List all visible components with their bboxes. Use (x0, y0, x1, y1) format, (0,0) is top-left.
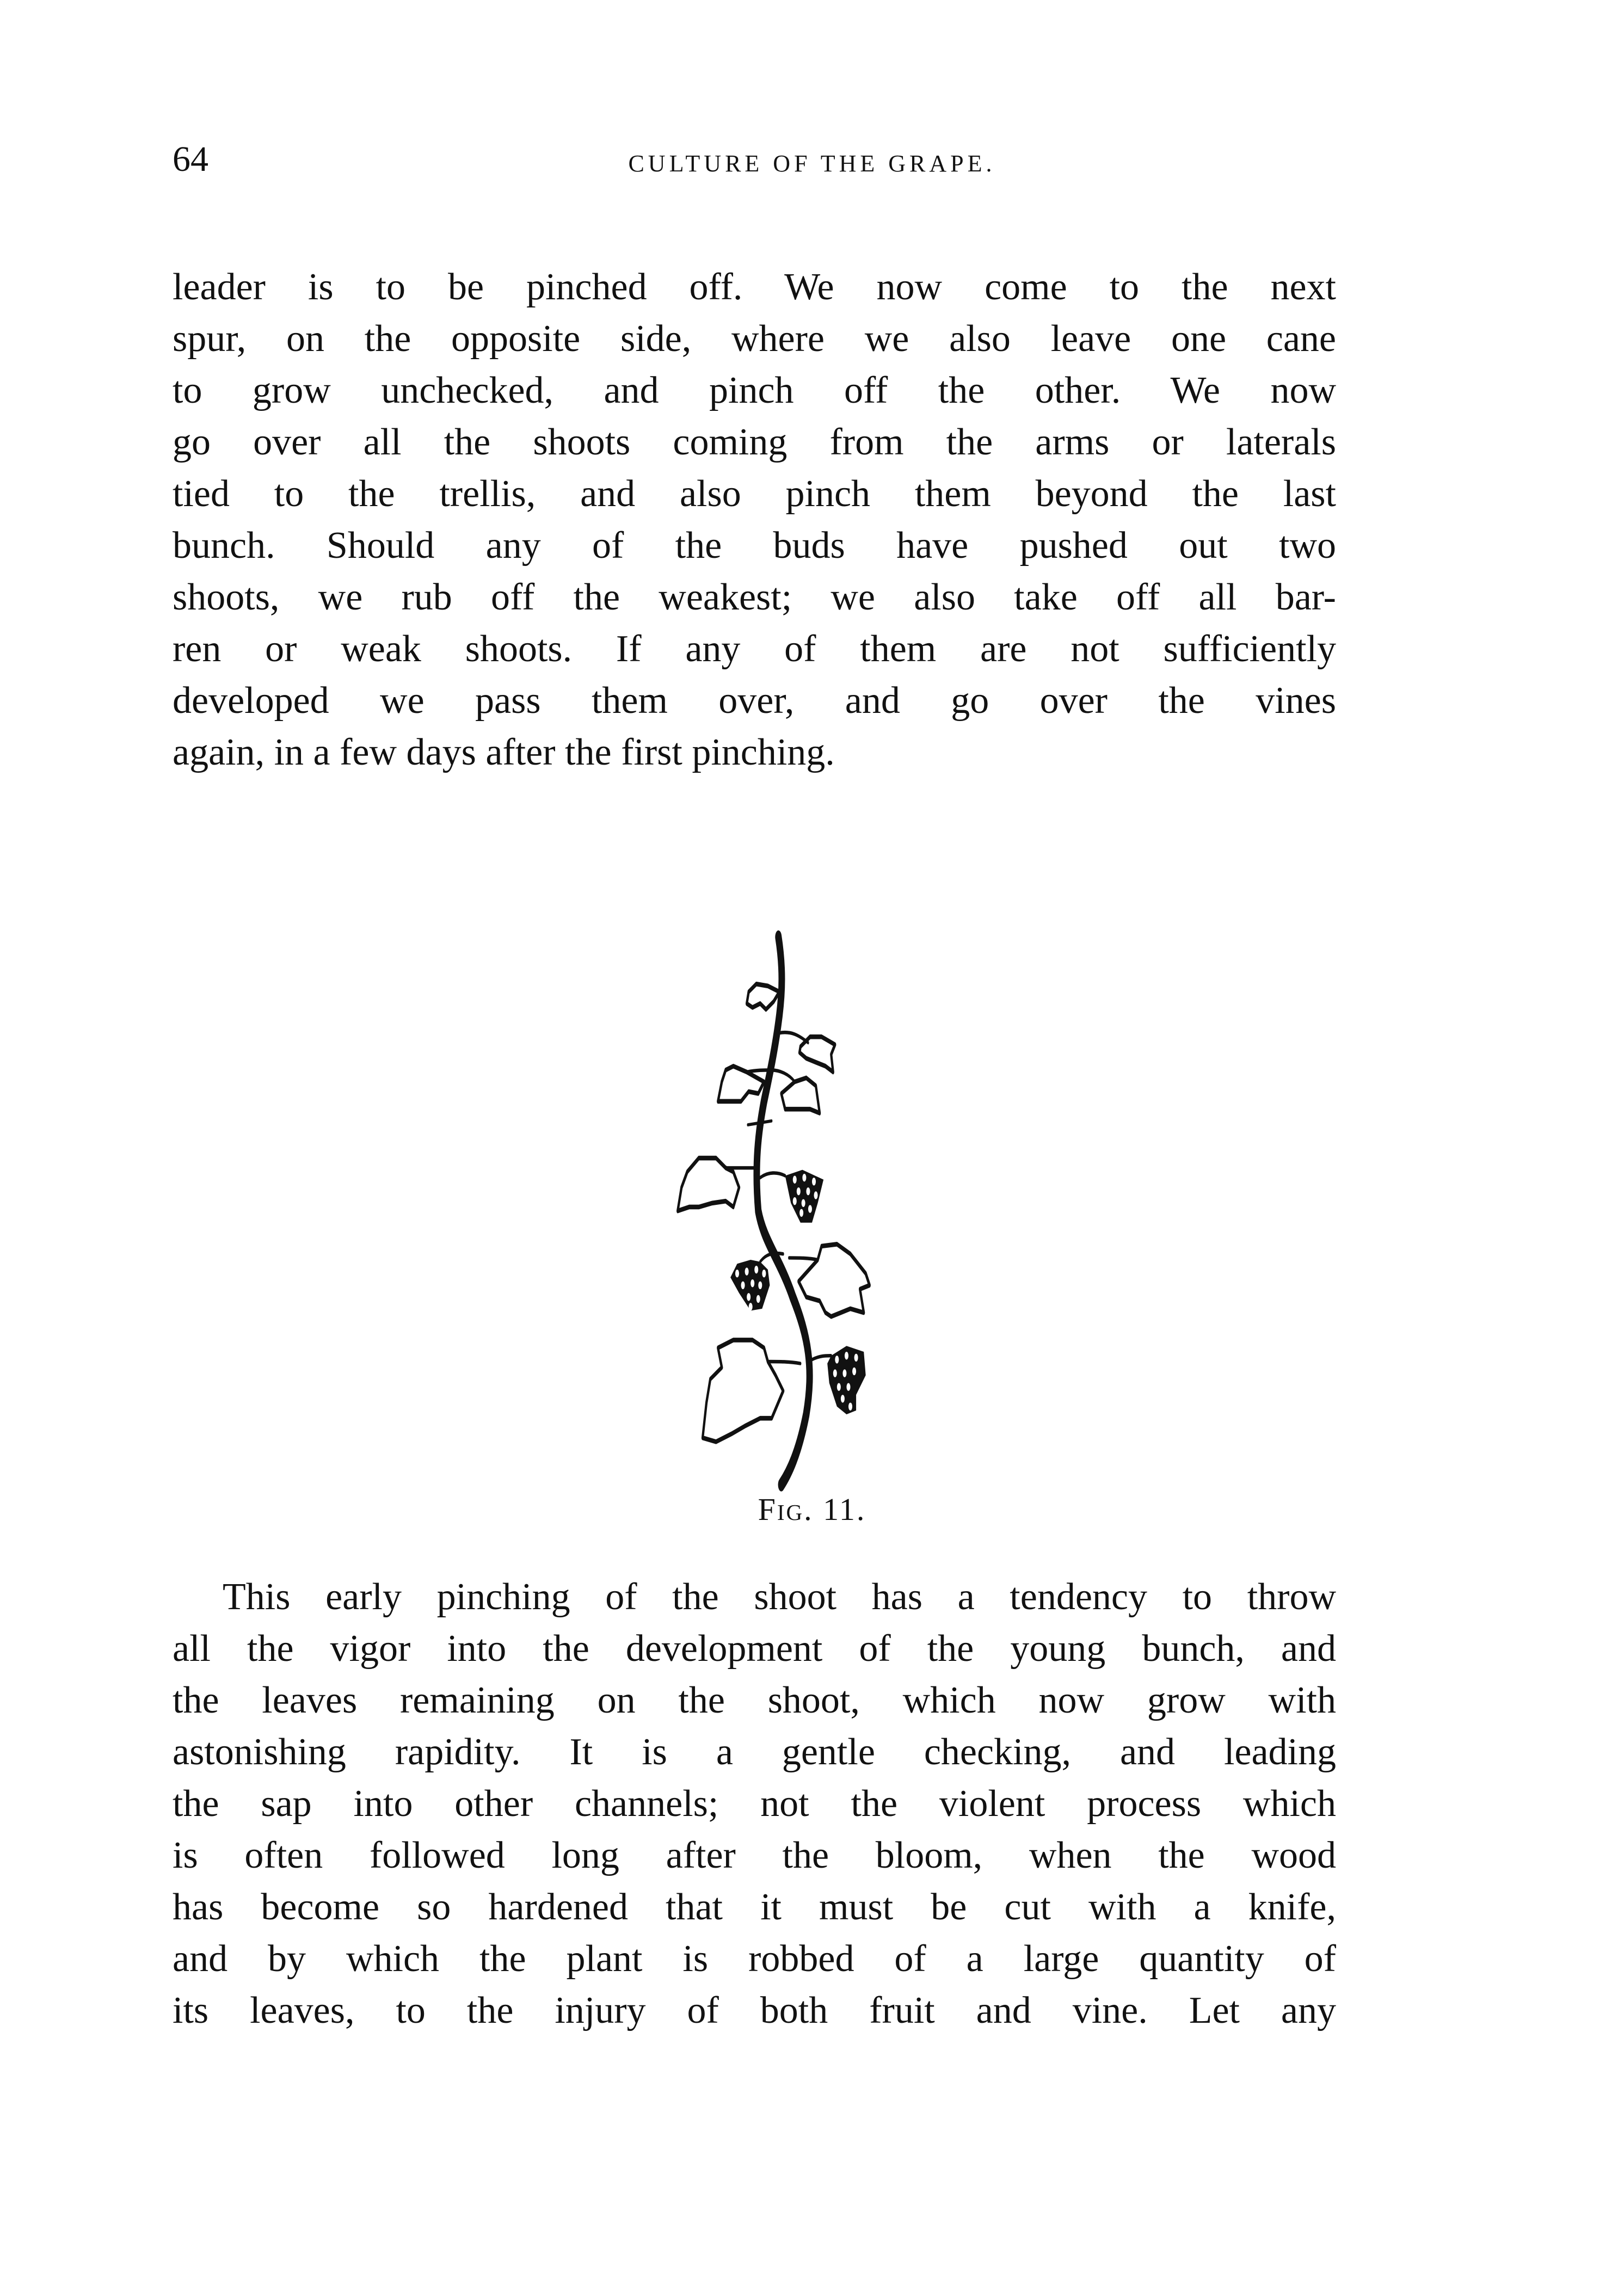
text-line: astonishing rapidity. It is a gentle checking, and leading (173, 1731, 1336, 1773)
text-line: is often followed long after the bloom, when the wood (173, 1834, 1336, 1876)
leaf (782, 1078, 820, 1113)
text-line: This early pinching of the shoot has a tendency to throw (223, 1576, 1336, 1618)
text-line: leader is to be pinched off. We now come to the next (173, 266, 1336, 308)
running-title: CULTURE OF THE GRAPE. (628, 150, 996, 177)
text-line: to grow unchecked, and pinch off the other. We now (173, 370, 1336, 411)
leaf (678, 1158, 739, 1211)
text-line: shoots, we rub off the weakest; we also take off all bar- (173, 576, 1336, 618)
text-line: again, in a few days after the first pinching. (173, 731, 835, 773)
text-line: tied to the trellis, and also pinch them beyond the last (173, 473, 1336, 515)
text-line: has become so hardened that it must be cut with a knife, (173, 1886, 1336, 1928)
text-line: all the vigor into the development of the young bunch, and (173, 1628, 1336, 1670)
figure-caption: Fig. 11. (758, 1492, 866, 1527)
text-line: the leaves remaining on the shoot, which now grow with (173, 1679, 1336, 1721)
leaf (747, 984, 779, 1009)
text-line: spur, on the opposite side, where we also leave one cane (173, 318, 1336, 360)
leaf (703, 1340, 783, 1442)
text-line: the sap into other channels; not the violent process which (173, 1783, 1336, 1825)
grape-clusters (730, 1170, 866, 1414)
paragraph-1 (173, 261, 1336, 778)
paragraph-2 (173, 1571, 1336, 2036)
page-number: 64 (173, 139, 208, 179)
tendril (748, 1121, 772, 1125)
text-line: ren or weak shoots. If any of them are not sufficiently (173, 628, 1336, 670)
text-line: its leaves, to the injury of both fruit and vine. Let any (173, 1990, 1336, 2031)
text-line: bunch. Should any of the buds have pushed out two (173, 525, 1336, 567)
leaf (799, 1037, 835, 1072)
grape-vine-illustration (626, 898, 925, 1497)
text-line: developed we pass them over, and go over the vines (173, 680, 1336, 722)
text-line: go over all the shoots coming from the arms or laterals (173, 421, 1336, 463)
leaf (798, 1244, 869, 1316)
text-line: and by which the plant is robbed of a large quantity of (173, 1938, 1336, 1980)
